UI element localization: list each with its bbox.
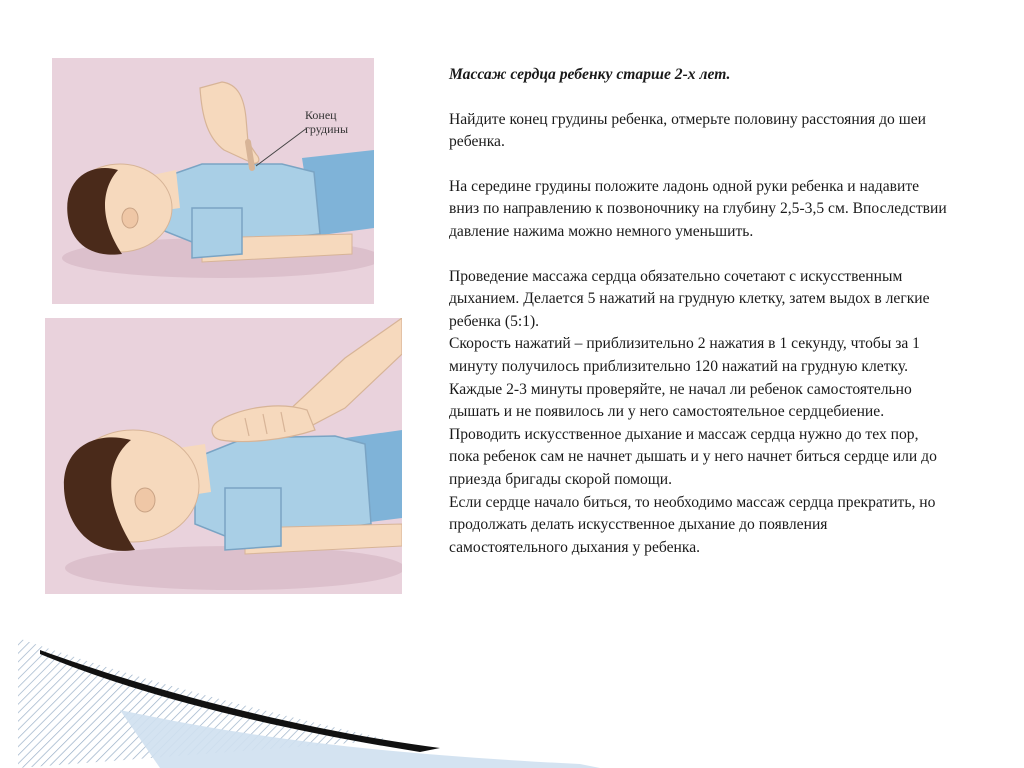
paragraph-press-depth: На середине грудины положите ладонь одной руки ребенка и надавите вниз по направлению к позвоночнику на глубину 2,5-3,5 см. Впоследствии давление нажима можно немного уменьшить. [449,177,947,240]
paragraph-continue: Проводить искусственное дыхание и массаж сердца нужно до тех пор, пока ребенок сам не начнет дышать и у него начнет биться сердце или до приезда бригады скорой помощи. [449,425,937,488]
child-compression-illustration [45,318,402,594]
callout-line-1: Конец [305,108,337,122]
callout-end-of-sternum [305,108,348,136]
instructions-text [449,64,949,559]
callout-line-2: грудины [305,122,349,136]
decorative-wave [0,620,600,768]
paragraph-find-sternum: Найдите конец грудины ребенка, отмерьте половину расстояния до шеи ребенка. [449,110,927,151]
paragraph-check: Каждые 2-3 минуты проверяйте, не начал ли ребенок самостоятельно дышать и не появилось ли у него самостоятельное сердцебиение. [449,380,912,421]
document-title: Массаж сердца ребенку старше 2-х лет. [449,66,731,83]
paragraph-rate: Скорость нажатий – приблизительно 2 нажатия в 1 секунду, чтобы за 1 минуту получилось приблизительно 120 нажатий на грудную клетку. [449,335,920,375]
illustration-find-sternum [52,58,374,304]
paragraph-stop: Если сердце начало биться, то необходимо массаж сердца прекратить, но продолжать делать искусственное дыхание до появления самостоятельного дыхания у ребенка. [449,493,936,556]
illustration-compression [45,318,402,594]
child-sternum-illustration [52,58,374,304]
paragraph-ratio: Проведение массажа сердца обязательно сочетают с искусственным дыханием. Делается 5 нажатий на грудную клетку, затем выдох в легкие ребенка (5:1). [449,267,930,330]
wave-shape [0,620,600,768]
